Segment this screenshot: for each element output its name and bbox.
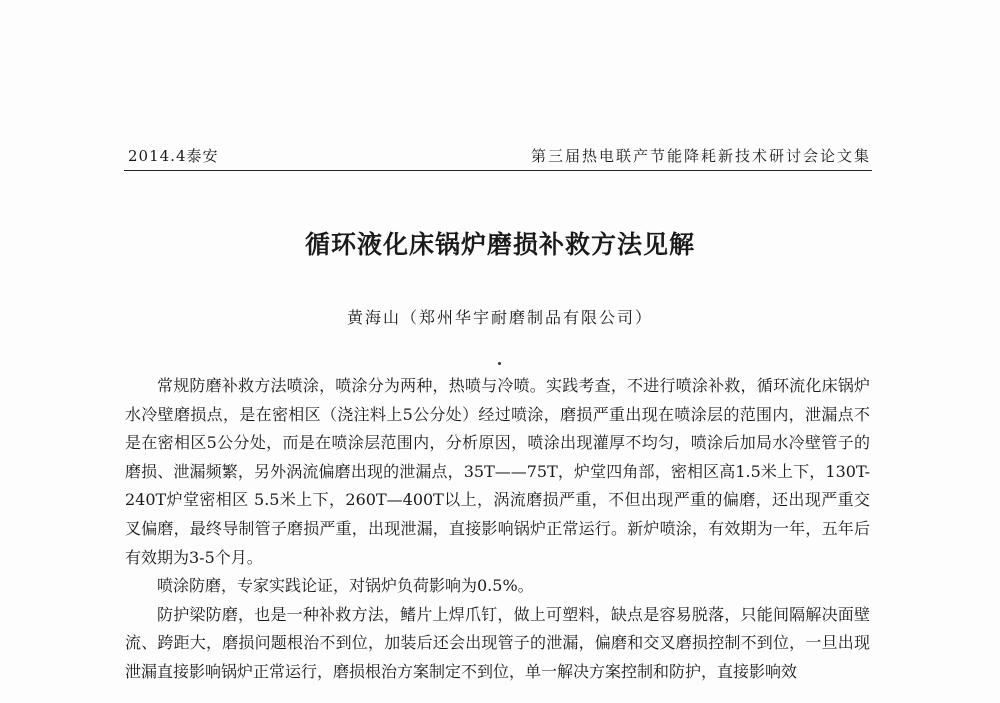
header-date-location: 2014.4泰安 — [128, 147, 219, 165]
author-affiliation: 黄海山（郑州华宇耐磨制品有限公司） — [346, 308, 653, 327]
header-proceedings-title: 第三届热电联产节能降耗新技术研讨会论文集 — [530, 147, 871, 165]
stray-dot — [498, 362, 501, 365]
paragraph-3: 防护梁防磨，也是一种补救方法，鳍片上焊爪钉，做上可塑料，缺点是容易脱落，只能间隔解决面壁流、跨距大，磨损问题根治不到位，加装后还会出现管子的泄漏，偏磨和交叉磨损控制不到位，一旦出现泄漏直接影响锅炉正常运行，磨损根治方案制定不到位，单一解决方案控制和防护，直接影响效 — [125, 604, 870, 681]
body-text — [125, 372, 870, 687]
header-rule — [124, 170, 872, 171]
paragraph-1: 常规防磨补救方法喷涂，喷涂分为两种，热喷与冷喷。实践考查，不进行喷涂补救，循环流化床锅炉水冷壁磨损点，是在密相区（浇注料上5公分处）经过喷涂，磨损严重出现在喷涂层的范围内，泄漏点不是在密相区5公分处，而是在喷涂层范围内，分析原因，喷涂出现灌厚不均匀，喷涂后加局水冷壁管子的磨损、泄漏频繁，另外涡流偏磨出现的泄漏点，35T——75T，炉堂四角部，密相区高1.5米上下，130T-240T炉堂密相区 5.5米上下，260T—400T以上，涡流磨损严重，不但出现严重的偏磨，还出现严重交叉偏磨，最终导制管子磨损严重，出现泄漏，直接影响锅炉正常运行。新炉喷涂，有效期为一年，五年后有效期为3-5个月。 — [125, 376, 870, 567]
paper-title: 循环液化床锅炉磨损补救方法见解 — [304, 230, 695, 259]
running-header — [128, 145, 871, 167]
paragraph-2: 喷涂防磨，专家实践论证，对锅炉负荷影响为0.5%。 — [157, 576, 534, 596]
